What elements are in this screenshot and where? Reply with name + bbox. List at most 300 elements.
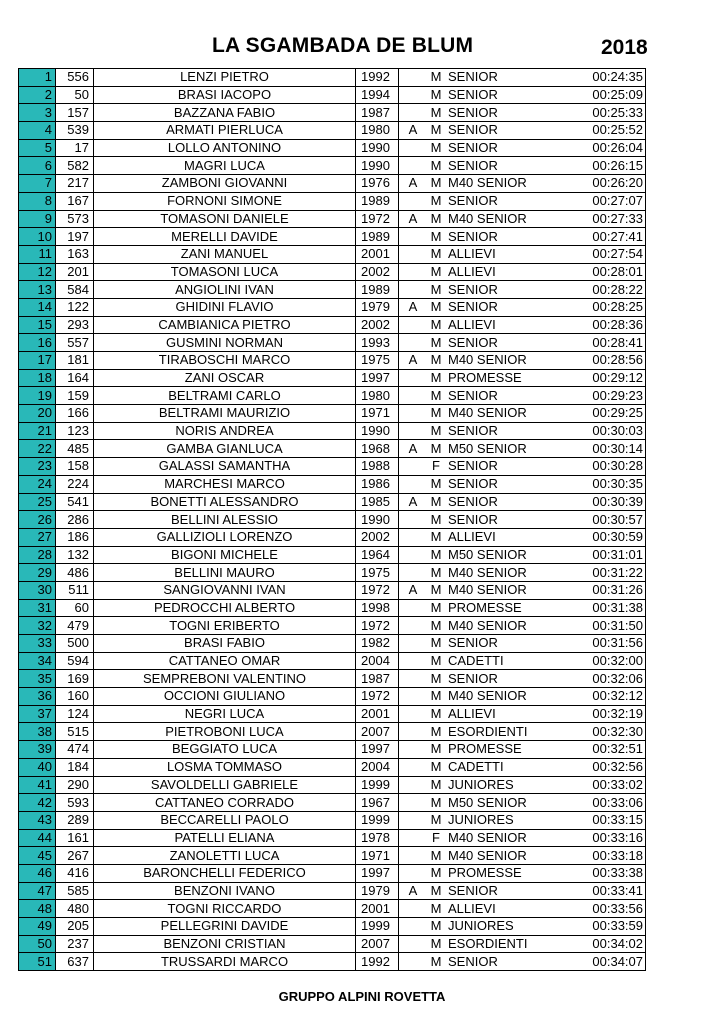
birth-year-cell: 1989	[356, 281, 399, 299]
position-cell: 14	[19, 298, 56, 316]
birth-year-cell: 1999	[356, 918, 399, 936]
category-cell: SENIOR	[445, 635, 543, 653]
sex-cell: M	[427, 69, 445, 87]
finish-time-cell: 00:28:22	[543, 281, 646, 299]
position-cell: 17	[19, 352, 56, 370]
category-cell: PROMESSE	[445, 741, 543, 759]
birth-year-cell: 1990	[356, 511, 399, 529]
table-row	[19, 528, 646, 546]
athlete-name-cell: NEGRI LUCA	[94, 705, 356, 723]
birth-year-cell: 1972	[356, 581, 399, 599]
category-cell: M50 SENIOR	[445, 546, 543, 564]
page-year: 2018	[601, 36, 648, 59]
sex-cell: M	[427, 581, 445, 599]
sex-cell: M	[427, 528, 445, 546]
finish-time-cell: 00:25:52	[543, 122, 646, 140]
sex-cell: M	[427, 281, 445, 299]
table-row	[19, 104, 646, 122]
athlete-name-cell: ANGIOLINI IVAN	[94, 281, 356, 299]
finish-time-cell: 00:25:33	[543, 104, 646, 122]
athlete-name-cell: BELTRAMI CARLO	[94, 387, 356, 405]
athlete-name-cell: MAGRI LUCA	[94, 157, 356, 175]
bib-number-cell: 157	[56, 104, 94, 122]
alpini-flag-cell	[399, 86, 428, 104]
bib-number-cell: 50	[56, 86, 94, 104]
birth-year-cell: 2001	[356, 900, 399, 918]
category-cell: ALLIEVI	[445, 528, 543, 546]
table-row	[19, 847, 646, 865]
bib-number-cell: 539	[56, 122, 94, 140]
sex-cell: M	[427, 352, 445, 370]
alpini-flag-cell	[399, 104, 428, 122]
finish-time-cell: 00:29:23	[543, 387, 646, 405]
birth-year-cell: 1968	[356, 440, 399, 458]
position-cell: 32	[19, 617, 56, 635]
finish-time-cell: 00:27:41	[543, 228, 646, 246]
birth-year-cell: 1990	[356, 422, 399, 440]
birth-year-cell: 2001	[356, 705, 399, 723]
sex-cell: M	[427, 953, 445, 971]
finish-time-cell: 00:33:02	[543, 776, 646, 794]
alpini-flag-cell	[399, 723, 428, 741]
finish-time-cell: 00:32:12	[543, 688, 646, 706]
table-row	[19, 882, 646, 900]
bib-number-cell: 217	[56, 175, 94, 193]
table-row	[19, 139, 646, 157]
finish-time-cell: 00:31:01	[543, 546, 646, 564]
position-cell: 4	[19, 122, 56, 140]
position-cell: 7	[19, 175, 56, 193]
alpini-flag-cell: A	[399, 882, 428, 900]
category-cell: SENIOR	[445, 122, 543, 140]
table-row	[19, 511, 646, 529]
finish-time-cell: 00:31:50	[543, 617, 646, 635]
birth-year-cell: 1988	[356, 458, 399, 476]
position-cell: 22	[19, 440, 56, 458]
bib-number-cell: 556	[56, 69, 94, 87]
position-cell: 15	[19, 316, 56, 334]
alpini-flag-cell	[399, 617, 428, 635]
alpini-flag-cell	[399, 564, 428, 582]
position-cell: 20	[19, 405, 56, 423]
table-row	[19, 440, 646, 458]
finish-time-cell: 00:30:03	[543, 422, 646, 440]
table-row	[19, 281, 646, 299]
athlete-name-cell: CAMBIANICA PIETRO	[94, 316, 356, 334]
alpini-flag-cell	[399, 245, 428, 263]
alpini-flag-cell	[399, 652, 428, 670]
finish-time-cell: 00:26:04	[543, 139, 646, 157]
sex-cell: M	[427, 122, 445, 140]
athlete-name-cell: MERELLI DAVIDE	[94, 228, 356, 246]
bib-number-cell: 161	[56, 829, 94, 847]
position-cell: 2	[19, 86, 56, 104]
sex-cell: M	[427, 705, 445, 723]
table-row	[19, 635, 646, 653]
bib-number-cell: 557	[56, 334, 94, 352]
table-row	[19, 475, 646, 493]
sex-cell: M	[427, 723, 445, 741]
finish-time-cell: 00:34:02	[543, 935, 646, 953]
alpini-flag-cell	[399, 864, 428, 882]
position-cell: 33	[19, 635, 56, 653]
table-row	[19, 741, 646, 759]
athlete-name-cell: TRUSSARDI MARCO	[94, 953, 356, 971]
alpini-flag-cell	[399, 776, 428, 794]
alpini-flag-cell	[399, 670, 428, 688]
alpini-flag-cell: A	[399, 298, 428, 316]
bib-number-cell: 485	[56, 440, 94, 458]
table-row	[19, 228, 646, 246]
birth-year-cell: 1990	[356, 139, 399, 157]
sex-cell: M	[427, 387, 445, 405]
alpini-flag-cell	[399, 741, 428, 759]
position-cell: 13	[19, 281, 56, 299]
sex-cell: M	[427, 157, 445, 175]
position-cell: 12	[19, 263, 56, 281]
category-cell: ALLIEVI	[445, 900, 543, 918]
finish-time-cell: 00:28:41	[543, 334, 646, 352]
bib-number-cell: 289	[56, 811, 94, 829]
bib-number-cell: 201	[56, 263, 94, 281]
athlete-name-cell: OCCIONI GIULIANO	[94, 688, 356, 706]
alpini-flag-cell	[399, 387, 428, 405]
athlete-name-cell: LOSMA TOMMASO	[94, 758, 356, 776]
alpini-flag-cell	[399, 422, 428, 440]
birth-year-cell: 1976	[356, 175, 399, 193]
category-cell: SENIOR	[445, 157, 543, 175]
alpini-flag-cell	[399, 334, 428, 352]
sex-cell: M	[427, 192, 445, 210]
birth-year-cell: 1989	[356, 228, 399, 246]
finish-time-cell: 00:26:20	[543, 175, 646, 193]
category-cell: SENIOR	[445, 387, 543, 405]
birth-year-cell: 2004	[356, 758, 399, 776]
table-row	[19, 599, 646, 617]
birth-year-cell: 1982	[356, 635, 399, 653]
bib-number-cell: 17	[56, 139, 94, 157]
bib-number-cell: 286	[56, 511, 94, 529]
athlete-name-cell: CATTANEO OMAR	[94, 652, 356, 670]
alpini-flag-cell: A	[399, 440, 428, 458]
table-row	[19, 245, 646, 263]
footer-organizer: GRUPPO ALPINI ROVETTA	[278, 989, 446, 1004]
position-cell: 47	[19, 882, 56, 900]
alpini-flag-cell	[399, 635, 428, 653]
table-row	[19, 157, 646, 175]
sex-cell: M	[427, 228, 445, 246]
category-cell: SENIOR	[445, 298, 543, 316]
bib-number-cell: 582	[56, 157, 94, 175]
table-row	[19, 546, 646, 564]
table-row	[19, 581, 646, 599]
position-cell: 26	[19, 511, 56, 529]
table-row	[19, 369, 646, 387]
finish-time-cell: 00:33:59	[543, 918, 646, 936]
birth-year-cell: 2002	[356, 316, 399, 334]
sex-cell: M	[427, 440, 445, 458]
category-cell: ALLIEVI	[445, 245, 543, 263]
category-cell: ESORDIENTI	[445, 723, 543, 741]
position-cell: 24	[19, 475, 56, 493]
finish-time-cell: 00:31:56	[543, 635, 646, 653]
birth-year-cell: 1997	[356, 369, 399, 387]
bib-number-cell: 416	[56, 864, 94, 882]
category-cell: SENIOR	[445, 139, 543, 157]
results-table-body	[19, 69, 646, 971]
category-cell: M40 SENIOR	[445, 581, 543, 599]
alpini-flag-cell	[399, 599, 428, 617]
athlete-name-cell: BRASI IACOPO	[94, 86, 356, 104]
alpini-flag-cell	[399, 316, 428, 334]
athlete-name-cell: PEDROCCHI ALBERTO	[94, 599, 356, 617]
birth-year-cell: 2007	[356, 723, 399, 741]
category-cell: M40 SENIOR	[445, 405, 543, 423]
bib-number-cell: 593	[56, 794, 94, 812]
birth-year-cell: 1992	[356, 69, 399, 87]
alpini-flag-cell	[399, 228, 428, 246]
sex-cell: M	[427, 475, 445, 493]
position-cell: 18	[19, 369, 56, 387]
table-row	[19, 758, 646, 776]
bib-number-cell: 184	[56, 758, 94, 776]
alpini-flag-cell	[399, 758, 428, 776]
bib-number-cell: 60	[56, 599, 94, 617]
sex-cell: M	[427, 104, 445, 122]
table-row	[19, 670, 646, 688]
table-row	[19, 723, 646, 741]
table-row	[19, 334, 646, 352]
bib-number-cell: 122	[56, 298, 94, 316]
category-cell: SENIOR	[445, 228, 543, 246]
alpini-flag-cell	[399, 369, 428, 387]
bib-number-cell: 181	[56, 352, 94, 370]
position-cell: 30	[19, 581, 56, 599]
sex-cell: M	[427, 670, 445, 688]
bib-number-cell: 197	[56, 228, 94, 246]
category-cell: M40 SENIOR	[445, 352, 543, 370]
position-cell: 50	[19, 935, 56, 953]
position-cell: 46	[19, 864, 56, 882]
position-cell: 11	[19, 245, 56, 263]
alpini-flag-cell	[399, 192, 428, 210]
results-table	[18, 68, 646, 971]
athlete-name-cell: GAMBA GIANLUCA	[94, 440, 356, 458]
table-row	[19, 493, 646, 511]
finish-time-cell: 00:28:25	[543, 298, 646, 316]
position-cell: 51	[19, 953, 56, 971]
position-cell: 49	[19, 918, 56, 936]
category-cell: PROMESSE	[445, 599, 543, 617]
athlete-name-cell: TOGNI RICCARDO	[94, 900, 356, 918]
finish-time-cell: 00:33:16	[543, 829, 646, 847]
position-cell: 10	[19, 228, 56, 246]
bib-number-cell: 585	[56, 882, 94, 900]
bib-number-cell: 159	[56, 387, 94, 405]
birth-year-cell: 1997	[356, 864, 399, 882]
birth-year-cell: 1964	[356, 546, 399, 564]
position-cell: 6	[19, 157, 56, 175]
athlete-name-cell: GHIDINI FLAVIO	[94, 298, 356, 316]
category-cell: SENIOR	[445, 104, 543, 122]
finish-time-cell: 00:33:56	[543, 900, 646, 918]
category-cell: SENIOR	[445, 192, 543, 210]
table-row	[19, 298, 646, 316]
alpini-flag-cell	[399, 157, 428, 175]
alpini-flag-cell	[399, 475, 428, 493]
athlete-name-cell: BARONCHELLI FEDERICO	[94, 864, 356, 882]
birth-year-cell: 2002	[356, 263, 399, 281]
birth-year-cell: 1997	[356, 741, 399, 759]
birth-year-cell: 1972	[356, 210, 399, 228]
alpini-flag-cell	[399, 847, 428, 865]
bib-number-cell: 515	[56, 723, 94, 741]
category-cell: M40 SENIOR	[445, 847, 543, 865]
alpini-flag-cell	[399, 705, 428, 723]
position-cell: 28	[19, 546, 56, 564]
position-cell: 38	[19, 723, 56, 741]
finish-time-cell: 00:28:56	[543, 352, 646, 370]
position-cell: 23	[19, 458, 56, 476]
category-cell: M50 SENIOR	[445, 794, 543, 812]
bib-number-cell: 186	[56, 528, 94, 546]
position-cell: 16	[19, 334, 56, 352]
athlete-name-cell: FORNONI SIMONE	[94, 192, 356, 210]
birth-year-cell: 1987	[356, 670, 399, 688]
birth-year-cell: 1971	[356, 405, 399, 423]
finish-time-cell: 00:33:06	[543, 794, 646, 812]
athlete-name-cell: ZANI OSCAR	[94, 369, 356, 387]
sex-cell: M	[427, 758, 445, 776]
alpini-flag-cell: A	[399, 352, 428, 370]
finish-time-cell: 00:31:38	[543, 599, 646, 617]
position-cell: 31	[19, 599, 56, 617]
sex-cell: F	[427, 829, 445, 847]
birth-year-cell: 2007	[356, 935, 399, 953]
sex-cell: M	[427, 405, 445, 423]
category-cell: M40 SENIOR	[445, 175, 543, 193]
bib-number-cell: 158	[56, 458, 94, 476]
position-cell: 27	[19, 528, 56, 546]
finish-time-cell: 00:32:00	[543, 652, 646, 670]
athlete-name-cell: MARCHESI MARCO	[94, 475, 356, 493]
alpini-flag-cell	[399, 263, 428, 281]
alpini-flag-cell	[399, 511, 428, 529]
alpini-flag-cell	[399, 953, 428, 971]
table-row	[19, 652, 646, 670]
bib-number-cell: 267	[56, 847, 94, 865]
table-row	[19, 829, 646, 847]
birth-year-cell: 1994	[356, 86, 399, 104]
table-row	[19, 935, 646, 953]
athlete-name-cell: BENZONI CRISTIAN	[94, 935, 356, 953]
alpini-flag-cell	[399, 139, 428, 157]
athlete-name-cell: SANGIOVANNI IVAN	[94, 581, 356, 599]
sex-cell: M	[427, 900, 445, 918]
sex-cell: M	[427, 493, 445, 511]
category-cell: SENIOR	[445, 493, 543, 511]
category-cell: M40 SENIOR	[445, 564, 543, 582]
table-row	[19, 617, 646, 635]
finish-time-cell: 00:27:54	[543, 245, 646, 263]
finish-time-cell: 00:32:56	[543, 758, 646, 776]
position-cell: 44	[19, 829, 56, 847]
table-row	[19, 175, 646, 193]
birth-year-cell: 1980	[356, 387, 399, 405]
birth-year-cell: 1990	[356, 157, 399, 175]
bib-number-cell: 293	[56, 316, 94, 334]
position-cell: 42	[19, 794, 56, 812]
table-row	[19, 210, 646, 228]
athlete-name-cell: ARMATI PIERLUCA	[94, 122, 356, 140]
birth-year-cell: 1967	[356, 794, 399, 812]
position-cell: 41	[19, 776, 56, 794]
sex-cell: M	[427, 599, 445, 617]
category-cell: SENIOR	[445, 511, 543, 529]
sex-cell: M	[427, 847, 445, 865]
alpini-flag-cell: A	[399, 581, 428, 599]
finish-time-cell: 00:32:19	[543, 705, 646, 723]
table-row	[19, 352, 646, 370]
table-row	[19, 953, 646, 971]
sex-cell: M	[427, 635, 445, 653]
position-cell: 43	[19, 811, 56, 829]
sex-cell: M	[427, 652, 445, 670]
table-row	[19, 705, 646, 723]
sex-cell: M	[427, 864, 445, 882]
alpini-flag-cell	[399, 69, 428, 87]
category-cell: SENIOR	[445, 882, 543, 900]
finish-time-cell: 00:30:14	[543, 440, 646, 458]
bib-number-cell: 594	[56, 652, 94, 670]
sex-cell: M	[427, 811, 445, 829]
finish-time-cell: 00:30:35	[543, 475, 646, 493]
position-cell: 21	[19, 422, 56, 440]
finish-time-cell: 00:32:51	[543, 741, 646, 759]
table-row	[19, 316, 646, 334]
birth-year-cell: 1998	[356, 599, 399, 617]
table-row	[19, 564, 646, 582]
category-cell: SENIOR	[445, 86, 543, 104]
alpini-flag-cell	[399, 794, 428, 812]
athlete-name-cell: TIRABOSCHI MARCO	[94, 352, 356, 370]
athlete-name-cell: PATELLI ELIANA	[94, 829, 356, 847]
table-row	[19, 864, 646, 882]
finish-time-cell: 00:34:07	[543, 953, 646, 971]
bib-number-cell: 205	[56, 918, 94, 936]
category-cell: SENIOR	[445, 670, 543, 688]
position-cell: 34	[19, 652, 56, 670]
sex-cell: M	[427, 546, 445, 564]
alpini-flag-cell: A	[399, 175, 428, 193]
birth-year-cell: 1972	[356, 617, 399, 635]
category-cell: SENIOR	[445, 475, 543, 493]
finish-time-cell: 00:33:18	[543, 847, 646, 865]
bib-number-cell: 474	[56, 741, 94, 759]
category-cell: JUNIORES	[445, 811, 543, 829]
birth-year-cell: 1999	[356, 811, 399, 829]
sex-cell: M	[427, 245, 445, 263]
bib-number-cell: 486	[56, 564, 94, 582]
athlete-name-cell: PELLEGRINI DAVIDE	[94, 918, 356, 936]
birth-year-cell: 1978	[356, 829, 399, 847]
athlete-name-cell: BIGONI MICHELE	[94, 546, 356, 564]
table-row	[19, 811, 646, 829]
alpini-flag-cell	[399, 688, 428, 706]
athlete-name-cell: GALASSI SAMANTHA	[94, 458, 356, 476]
alpini-flag-cell: A	[399, 122, 428, 140]
finish-time-cell: 00:26:15	[543, 157, 646, 175]
